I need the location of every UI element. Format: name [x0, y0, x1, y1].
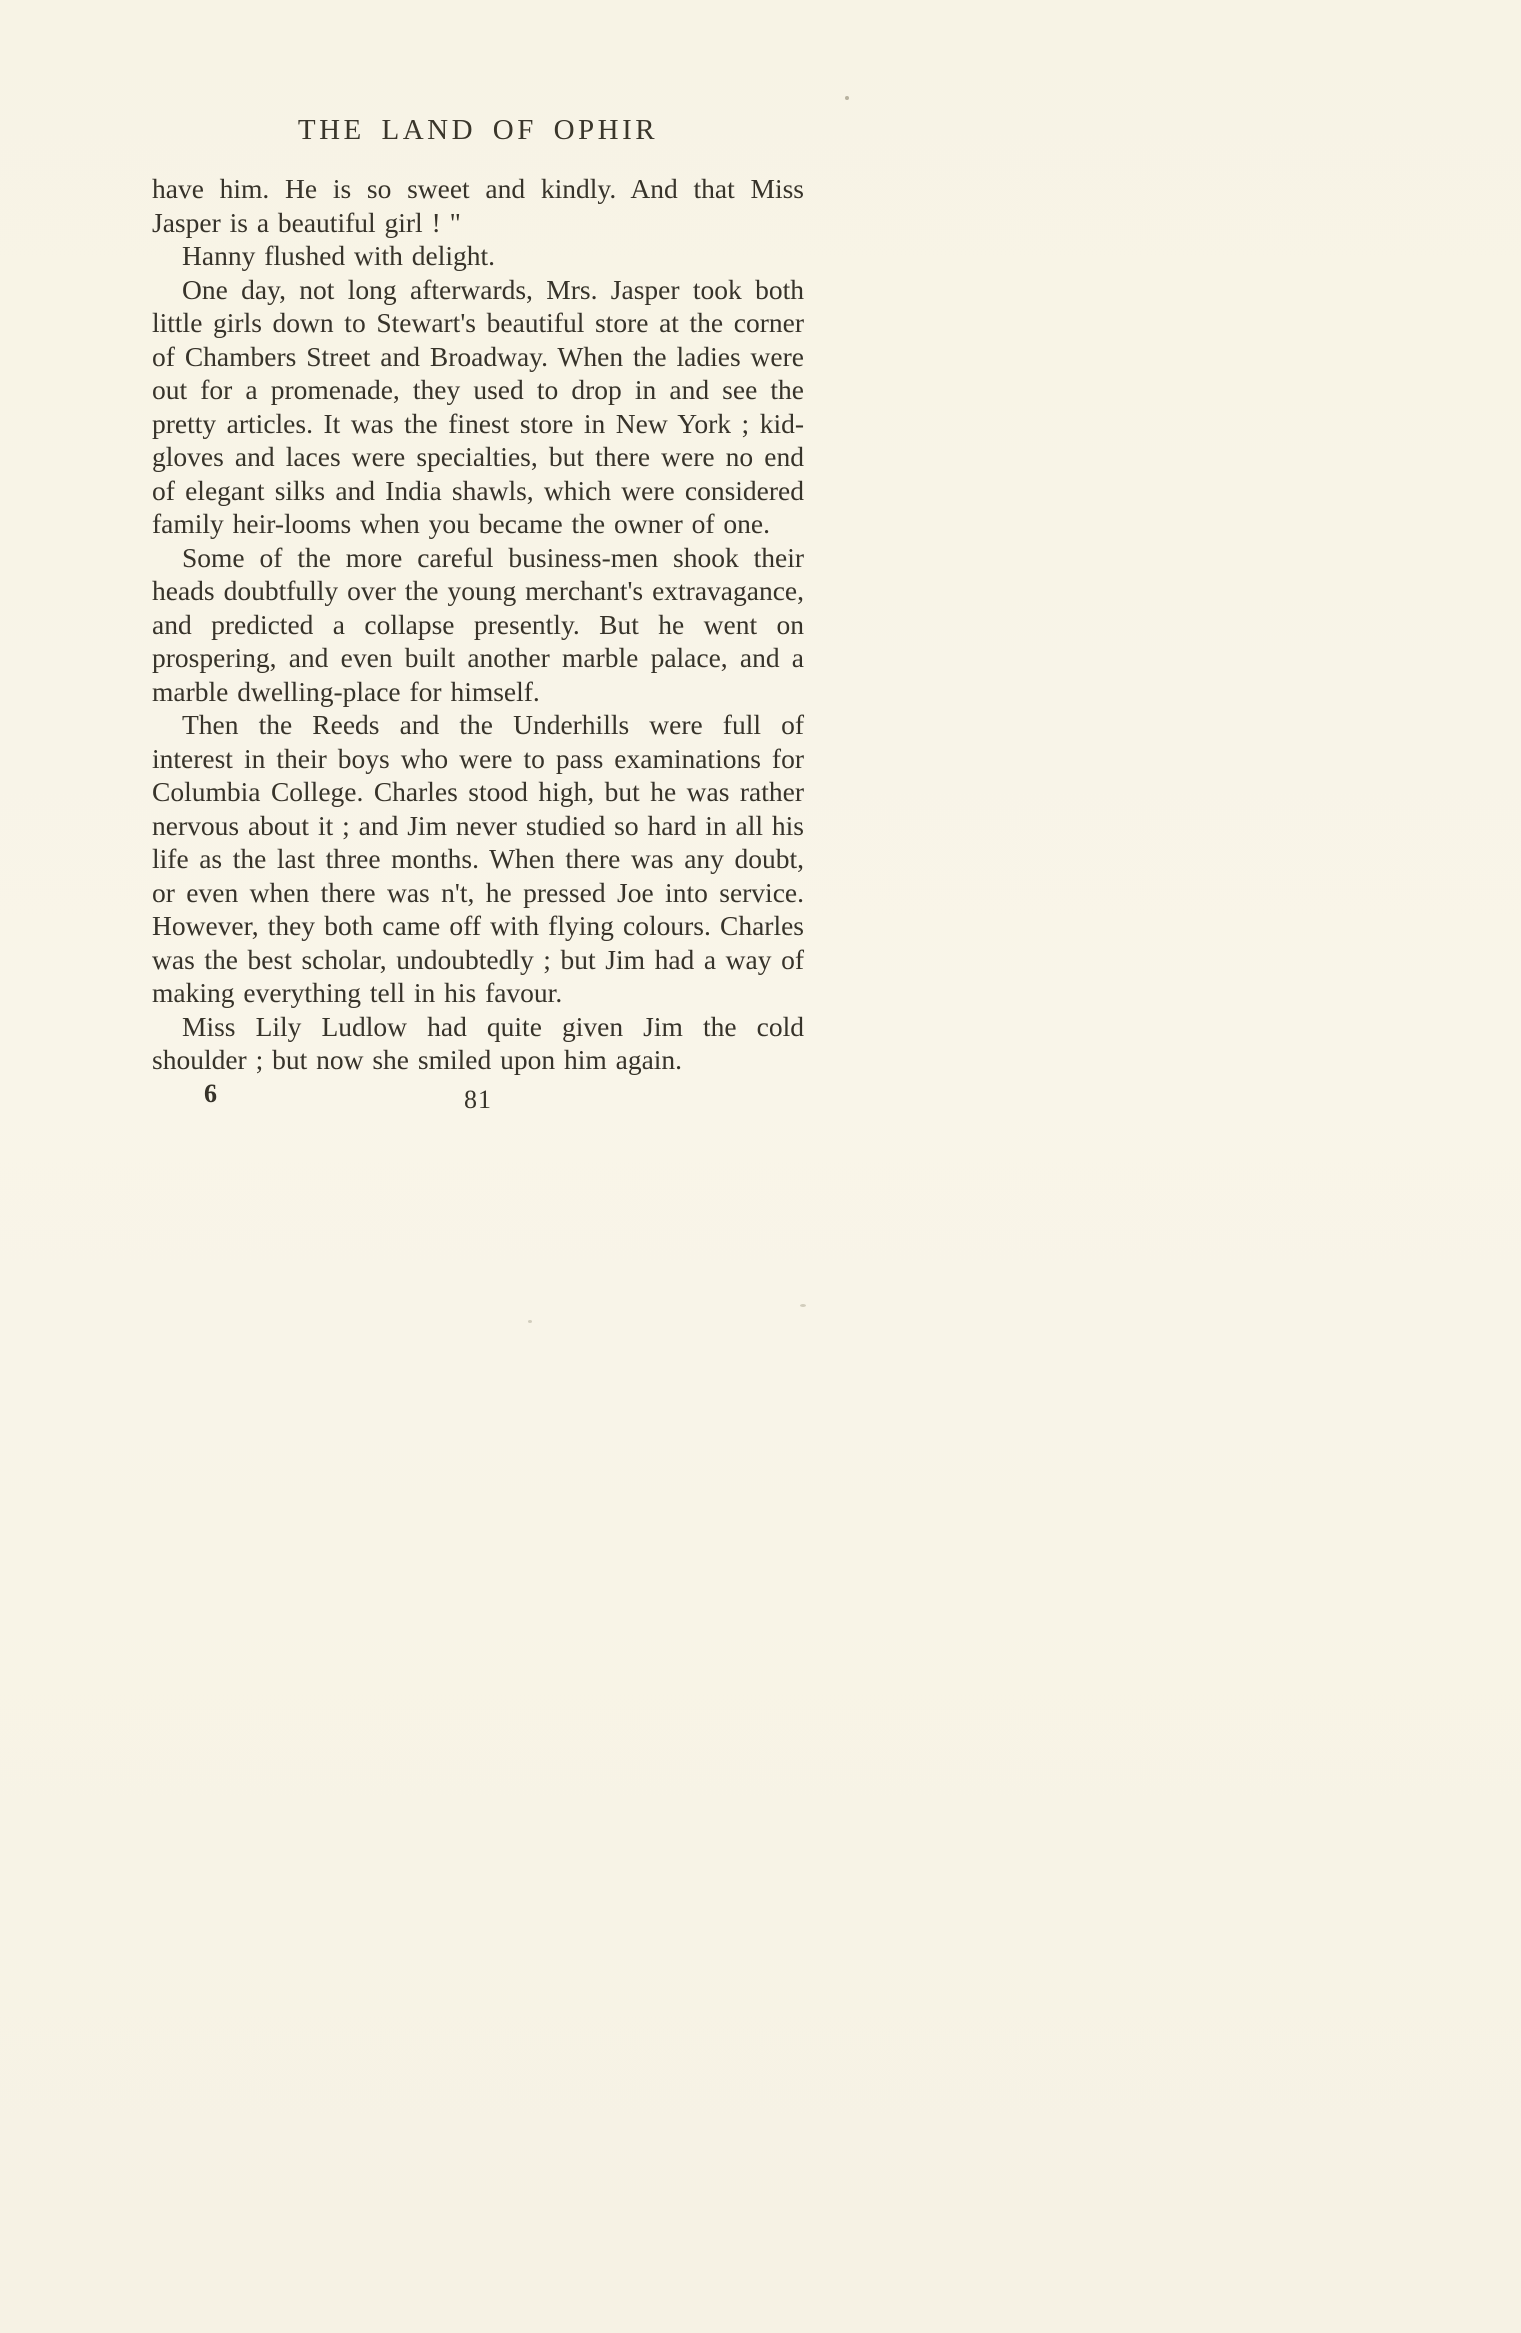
scan-speck [845, 96, 849, 100]
signature-mark: 6 [204, 1078, 217, 1108]
paragraph: One day, not long afterwards, Mrs. Jasper took both little girls down to Stewart's beautiful store at the corner of Chambers Street and Broadway. When the ladies were out for a promenade, they used to drop in and see the pretty articles. It was the finest store in New York ; kid-gloves and laces were specialties, but there were no end of elegant silks and India shawls, which were considered family heir-looms when you became the owner of one. [152, 273, 804, 539]
page-footer [152, 1079, 804, 1123]
paragraph: Hanny flushed with delight. [182, 240, 496, 271]
paragraph: Then the Reeds and the Underhills were full of interest in their boys who were to pass examinations for Columbia College. Charles stood high, but he was rather nervous about it ; and Jim never studied so hard in all his life as the last three months. When there was any doubt, or even when there was n't, he pressed Joe into service. However, they both came off with flying colours. Charles was the best scholar, undoubtedly ; but Jim had a way of making everything tell in his favour. [152, 709, 804, 1008]
paragraph: Some of the more careful business-men shook their heads doubtfully over the young merchant's extravagance, and predicted a collapse presently. But he went on prospering, and even built another marble palace, and a marble dwelling-place for himself. [152, 541, 804, 707]
paragraph: have him. He is so sweet and kindly. And that Miss Jasper is a beautiful girl ! " [152, 173, 804, 238]
scan-speck [528, 1320, 532, 1323]
running-head: THE LAND OF OPHIR [297, 114, 659, 146]
body-text [152, 172, 804, 1077]
page-number: 81 [464, 1084, 492, 1114]
paragraph: Miss Lily Ludlow had quite given Jim the cold shoulder ; but now she smiled upon him again. [152, 1010, 804, 1075]
page-text-block [152, 112, 804, 1123]
scan-speck [800, 1304, 806, 1307]
